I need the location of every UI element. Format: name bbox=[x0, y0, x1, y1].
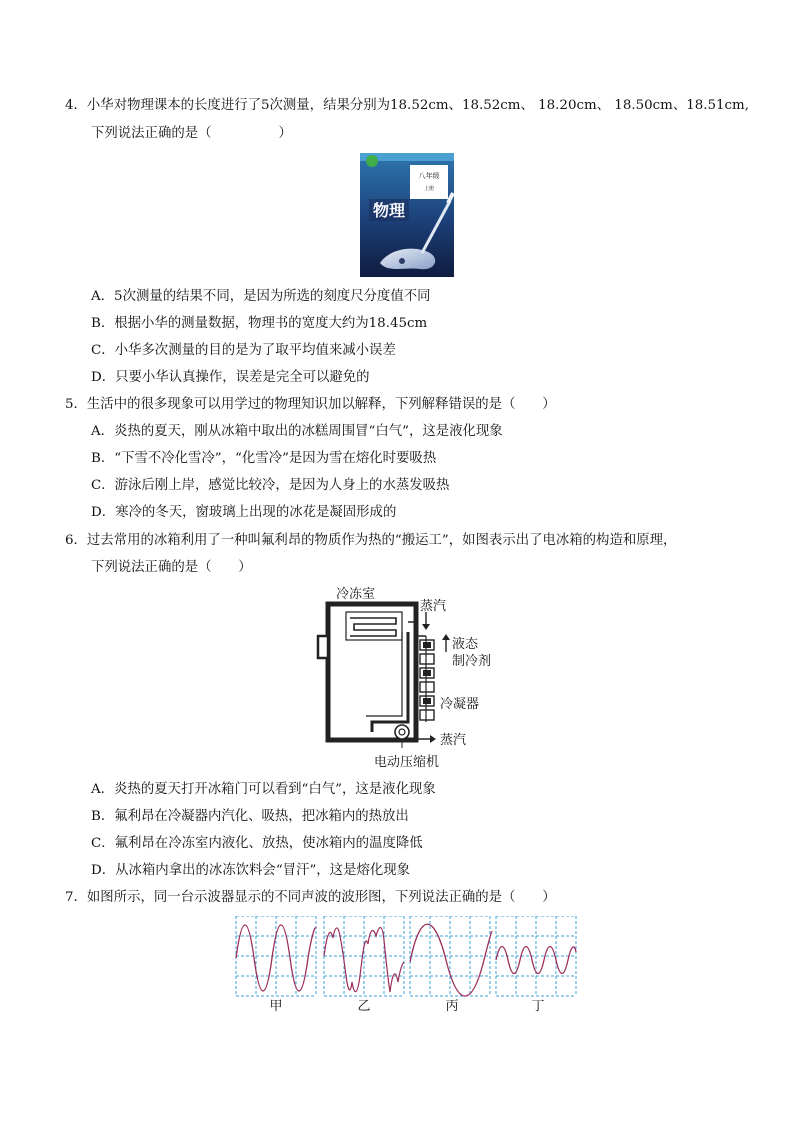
q5-option-d: D．寒冷的冬天，窗玻璃上出现的冰花是凝固形成的 bbox=[91, 505, 397, 520]
q6-option-b: B．氟利昂在冷凝器内汽化、吸热，把冰箱内的热放出 bbox=[91, 809, 409, 824]
label-yi: 乙 bbox=[357, 999, 371, 1014]
book-grade: 八年级 bbox=[418, 172, 440, 180]
q5-stem: 5．生活中的很多现象可以用学过的物理知识加以解释，下列解释错误的是（ ） bbox=[65, 397, 556, 412]
q4-option-b: B．根据小华的测量数据，物理书的宽度大约为18.45cm bbox=[91, 316, 428, 331]
q4-stem-line1: 4．小华对物理课本的长度进行了5次测量，结果分别为18.52cm、18.52cm、 18.20cm、 18.50cm、18.51cm, bbox=[65, 98, 750, 113]
q4-option-d: D．只要小华认真操作，误差是完全可以避免的 bbox=[91, 370, 370, 385]
label-liquid: 液态 bbox=[452, 637, 479, 652]
book-volume: 上册 bbox=[423, 186, 435, 192]
label-vapor-bottom: 蒸汽 bbox=[440, 733, 467, 748]
label-ding: 丁 bbox=[531, 999, 545, 1014]
waveform-bing bbox=[410, 924, 492, 996]
q6-stem-line1: 6．过去常用的冰箱利用了一种叫氟利昂的物质作为热的“搬运工”，如图表示出了电冰箱的构造和原理， bbox=[65, 533, 677, 548]
oscilloscope-waveforms bbox=[234, 916, 578, 1014]
q5-option-c: C．游泳后刚上岸，感觉比较冷，是因为人身上的水蒸发吸热 bbox=[91, 478, 450, 493]
q4-option-a: A．5次测量的结果不同，是因为所选的刻度尺分度值不同 bbox=[91, 289, 431, 304]
label-bing: 丙 bbox=[445, 999, 459, 1014]
q6-option-c: C．氟利昂在冷冻室内液化、放热，使冰箱内的温度降低 bbox=[91, 836, 423, 851]
label-vapor-top: 蒸汽 bbox=[420, 599, 447, 614]
q6-option-a: A．炎热的夏天打开冰箱门可以看到“白气”，这是液化现象 bbox=[91, 782, 436, 797]
q4-option-c: C．小华多次测量的目的是为了取平均值来减小误差 bbox=[91, 343, 396, 358]
label-compressor: 电动压缩机 bbox=[374, 755, 440, 770]
label-condenser: 冷凝器 bbox=[440, 697, 480, 712]
q4-stem-line2: 下列说法正确的是（ ） bbox=[91, 126, 292, 141]
refrigerator-diagram bbox=[312, 582, 512, 772]
q6-stem-line2: 下列说法正确的是（ ） bbox=[91, 560, 252, 575]
book-title: 物理 bbox=[372, 201, 406, 220]
waveform-ding bbox=[496, 947, 576, 974]
q5-option-b: B．“下雪不冷化雪冷”，“化雪冷”是因为雪在熔化时要吸热 bbox=[91, 451, 437, 466]
q6-option-d: D．从冰箱内拿出的冰冻饮料会“冒汗”，这是熔化现象 bbox=[91, 863, 411, 878]
label-freezer: 冷冻室 bbox=[336, 587, 376, 602]
q5-option-a: A．炎热的夏天，刚从冰箱中取出的冰糕周围冒“白气”，这是液化现象 bbox=[91, 424, 503, 439]
label-jia: 甲 bbox=[269, 999, 283, 1014]
waveform-grids bbox=[236, 916, 576, 996]
q7-stem: 7．如图所示，同一台示波器显示的不同声波的波形图，下列说法正确的是（ ） bbox=[65, 890, 556, 905]
physics-textbook-image bbox=[360, 153, 454, 277]
label-refrigerant: 制冷剂 bbox=[452, 654, 492, 669]
